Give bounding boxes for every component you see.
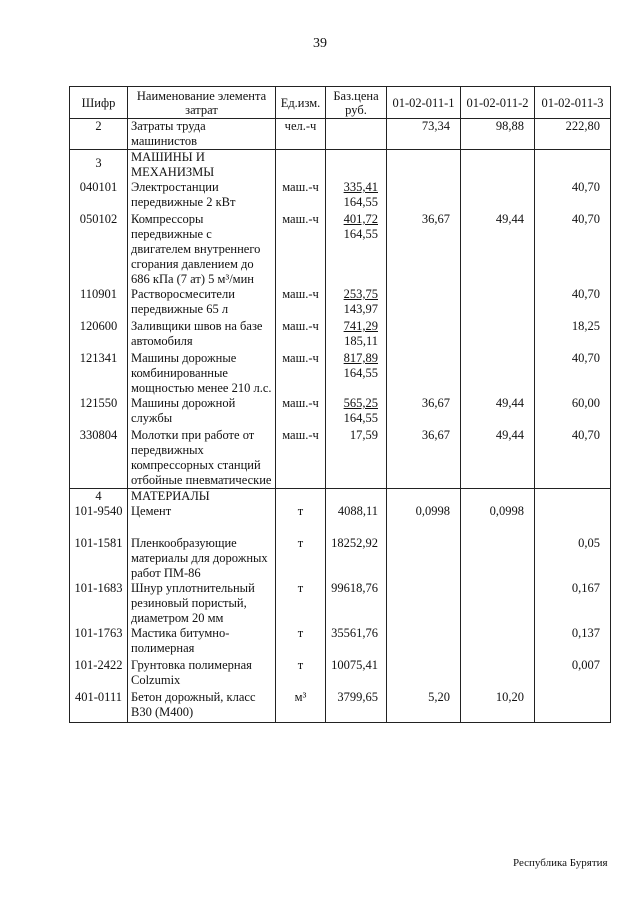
row-code: 040101: [70, 180, 128, 212]
material-row: [70, 626, 611, 658]
machine-row: [70, 319, 611, 351]
section-code: 4: [70, 489, 128, 505]
base-price: 401,72: [343, 212, 378, 226]
row-code: 101-2422: [70, 658, 128, 690]
row-name: Заливщики швов на базе автомобиля: [128, 319, 276, 351]
row-unit: маш.-ч: [276, 319, 326, 351]
row-name: Цемент: [128, 504, 276, 536]
row-unit: т: [276, 626, 326, 658]
machine-row: [70, 351, 611, 396]
row-code: 330804: [70, 428, 128, 489]
row-value-2: 49,44: [461, 212, 535, 287]
row-unit: маш.-ч: [276, 428, 326, 489]
row-code: 2: [70, 119, 128, 150]
row-value-3: 0,007: [535, 658, 611, 690]
row-value-2: [461, 351, 535, 396]
row-value-3: 40,70: [535, 212, 611, 287]
row-value-3: 18,25: [535, 319, 611, 351]
base-price: 335,41: [343, 180, 378, 194]
header-price: Баз.цена руб.: [326, 87, 387, 119]
row-price: [326, 396, 387, 428]
row-code: 101-1683: [70, 581, 128, 626]
row-value-2: [461, 536, 535, 581]
row-unit: маш.-ч: [276, 396, 326, 428]
row-price: 18252,92: [326, 536, 387, 581]
row-name: Пленкообразующие материалы для дорожных работ ПМ-86: [128, 536, 276, 581]
operator-wage: 185,11: [344, 334, 378, 348]
resource-table: [69, 86, 611, 723]
header-col1: 01-02-011-1: [387, 87, 461, 119]
row-unit: м³: [276, 690, 326, 722]
machine-row: [70, 212, 611, 287]
operator-wage: 164,55: [343, 195, 378, 209]
header-row: [70, 87, 611, 119]
row-value-2: 98,88: [461, 119, 535, 150]
row-value-3: 0,167: [535, 581, 611, 626]
row-value-1: 0,0998: [387, 504, 461, 536]
row-value-1: [387, 658, 461, 690]
row-value-1: [387, 626, 461, 658]
operator-wage: 164,55: [343, 411, 378, 425]
row-name: Электростанции передвижные 2 кВт: [128, 180, 276, 212]
row-value-2: 49,44: [461, 396, 535, 428]
row-price: 99618,76: [326, 581, 387, 626]
labor-row: [70, 119, 611, 150]
row-price: [326, 319, 387, 351]
row-name: Затраты труда машинистов: [128, 119, 276, 150]
material-row: [70, 690, 611, 722]
row-value-1: [387, 536, 461, 581]
base-price: 817,89: [343, 351, 378, 365]
row-value-3: 40,70: [535, 180, 611, 212]
base-price: 741,29: [343, 319, 378, 333]
header-unit: Ед.изм.: [276, 87, 326, 119]
row-code: 050102: [70, 212, 128, 287]
row-value-1: 36,67: [387, 212, 461, 287]
section-materials-row: [70, 489, 611, 505]
base-price: 565,25: [343, 396, 378, 410]
row-code: 121550: [70, 396, 128, 428]
row-name: Шнур уплотнительный резиновый пористый, диаметром 20 мм: [128, 581, 276, 626]
row-value-1: 5,20: [387, 690, 461, 722]
row-value-1: 73,34: [387, 119, 461, 150]
row-value-1: [387, 287, 461, 319]
row-code: 101-1763: [70, 626, 128, 658]
row-price: [326, 212, 387, 287]
row-value-1: 36,67: [387, 396, 461, 428]
footer-region: Республика Бурятия: [513, 857, 608, 869]
row-value-3: 60,00: [535, 396, 611, 428]
row-name: Растворосмесители передвижные 65 л: [128, 287, 276, 319]
row-unit: т: [276, 581, 326, 626]
row-value-1: [387, 581, 461, 626]
row-code: 101-1581: [70, 536, 128, 581]
operator-wage: 164,55: [343, 366, 378, 380]
row-value-2: [461, 287, 535, 319]
header-col2: 01-02-011-2: [461, 87, 535, 119]
row-value-3: 0,05: [535, 536, 611, 581]
row-price: 4088,11: [326, 504, 387, 536]
row-value-2: [461, 581, 535, 626]
section-machines-row: [70, 150, 611, 181]
row-price: [326, 180, 387, 212]
machine-row: [70, 287, 611, 319]
machine-row: [70, 396, 611, 428]
row-value-3: 40,70: [535, 351, 611, 396]
material-row: [70, 536, 611, 581]
row-unit: т: [276, 658, 326, 690]
page-number: 39: [313, 36, 327, 51]
machine-row: [70, 180, 611, 212]
row-unit: маш.-ч: [276, 287, 326, 319]
row-name: Грунтовка полимерная Colzumix: [128, 658, 276, 690]
machine-row: [70, 428, 611, 489]
header-col3: 01-02-011-3: [535, 87, 611, 119]
row-unit: чел.-ч: [276, 119, 326, 150]
row-name: Мастика битумно-полимерная: [128, 626, 276, 658]
row-name: Машины дорожной службы: [128, 396, 276, 428]
header-name: Наименование элемента затрат: [128, 87, 276, 119]
row-value-2: [461, 626, 535, 658]
row-value-3: [535, 504, 611, 536]
material-row: [70, 658, 611, 690]
row-value-2: 10,20: [461, 690, 535, 722]
row-code: 110901: [70, 287, 128, 319]
row-value-2: 49,44: [461, 428, 535, 489]
row-value-2: [461, 180, 535, 212]
row-unit: маш.-ч: [276, 180, 326, 212]
material-row: [70, 504, 611, 536]
base-price: 253,75: [343, 287, 378, 301]
row-value-2: [461, 658, 535, 690]
row-price: 3799,65: [326, 690, 387, 722]
row-price: 10075,41: [326, 658, 387, 690]
section-code: 3: [70, 150, 128, 181]
row-name: Машины дорожные комбинированные мощностью менее 210 л.с.: [128, 351, 276, 396]
row-code: 120600: [70, 319, 128, 351]
row-code: 101-9540: [70, 504, 128, 536]
material-row: [70, 581, 611, 626]
row-value-1: [387, 351, 461, 396]
header-code: Шифр: [70, 87, 128, 119]
row-unit: т: [276, 536, 326, 581]
row-value-1: [387, 180, 461, 212]
row-price: [326, 287, 387, 319]
row-name: Молотки при работе от передвижных компрессорных станций отбойные пневматические: [128, 428, 276, 489]
section-title: МАШИНЫ И МЕХАНИЗМЫ: [128, 150, 276, 181]
row-value-1: [387, 319, 461, 351]
row-value-3: [535, 690, 611, 722]
row-value-3: 222,80: [535, 119, 611, 150]
operator-wage: 164,55: [343, 227, 378, 241]
row-price: [326, 119, 387, 150]
row-code: 121341: [70, 351, 128, 396]
row-name: Компрессоры передвижные с двигателем внутреннего сгорания давлением до 686 кПа (7 ат) 5 м³/мин: [128, 212, 276, 287]
row-value-3: 0,137: [535, 626, 611, 658]
row-code: 401-0111: [70, 690, 128, 722]
row-value-2: 0,0998: [461, 504, 535, 536]
base-price: 17,59: [349, 428, 378, 442]
operator-wage: 143,97: [343, 302, 378, 316]
section-title: МАТЕРИАЛЫ: [128, 489, 276, 505]
row-price: [326, 428, 387, 489]
row-unit: т: [276, 504, 326, 536]
row-name: Бетон дорожный, класс В30 (М400): [128, 690, 276, 722]
row-unit: маш.-ч: [276, 212, 326, 287]
row-value-3: 40,70: [535, 287, 611, 319]
row-value-1: 36,67: [387, 428, 461, 489]
row-price: 35561,76: [326, 626, 387, 658]
row-price: [326, 351, 387, 396]
row-value-2: [461, 319, 535, 351]
row-unit: маш.-ч: [276, 351, 326, 396]
row-value-3: 40,70: [535, 428, 611, 489]
